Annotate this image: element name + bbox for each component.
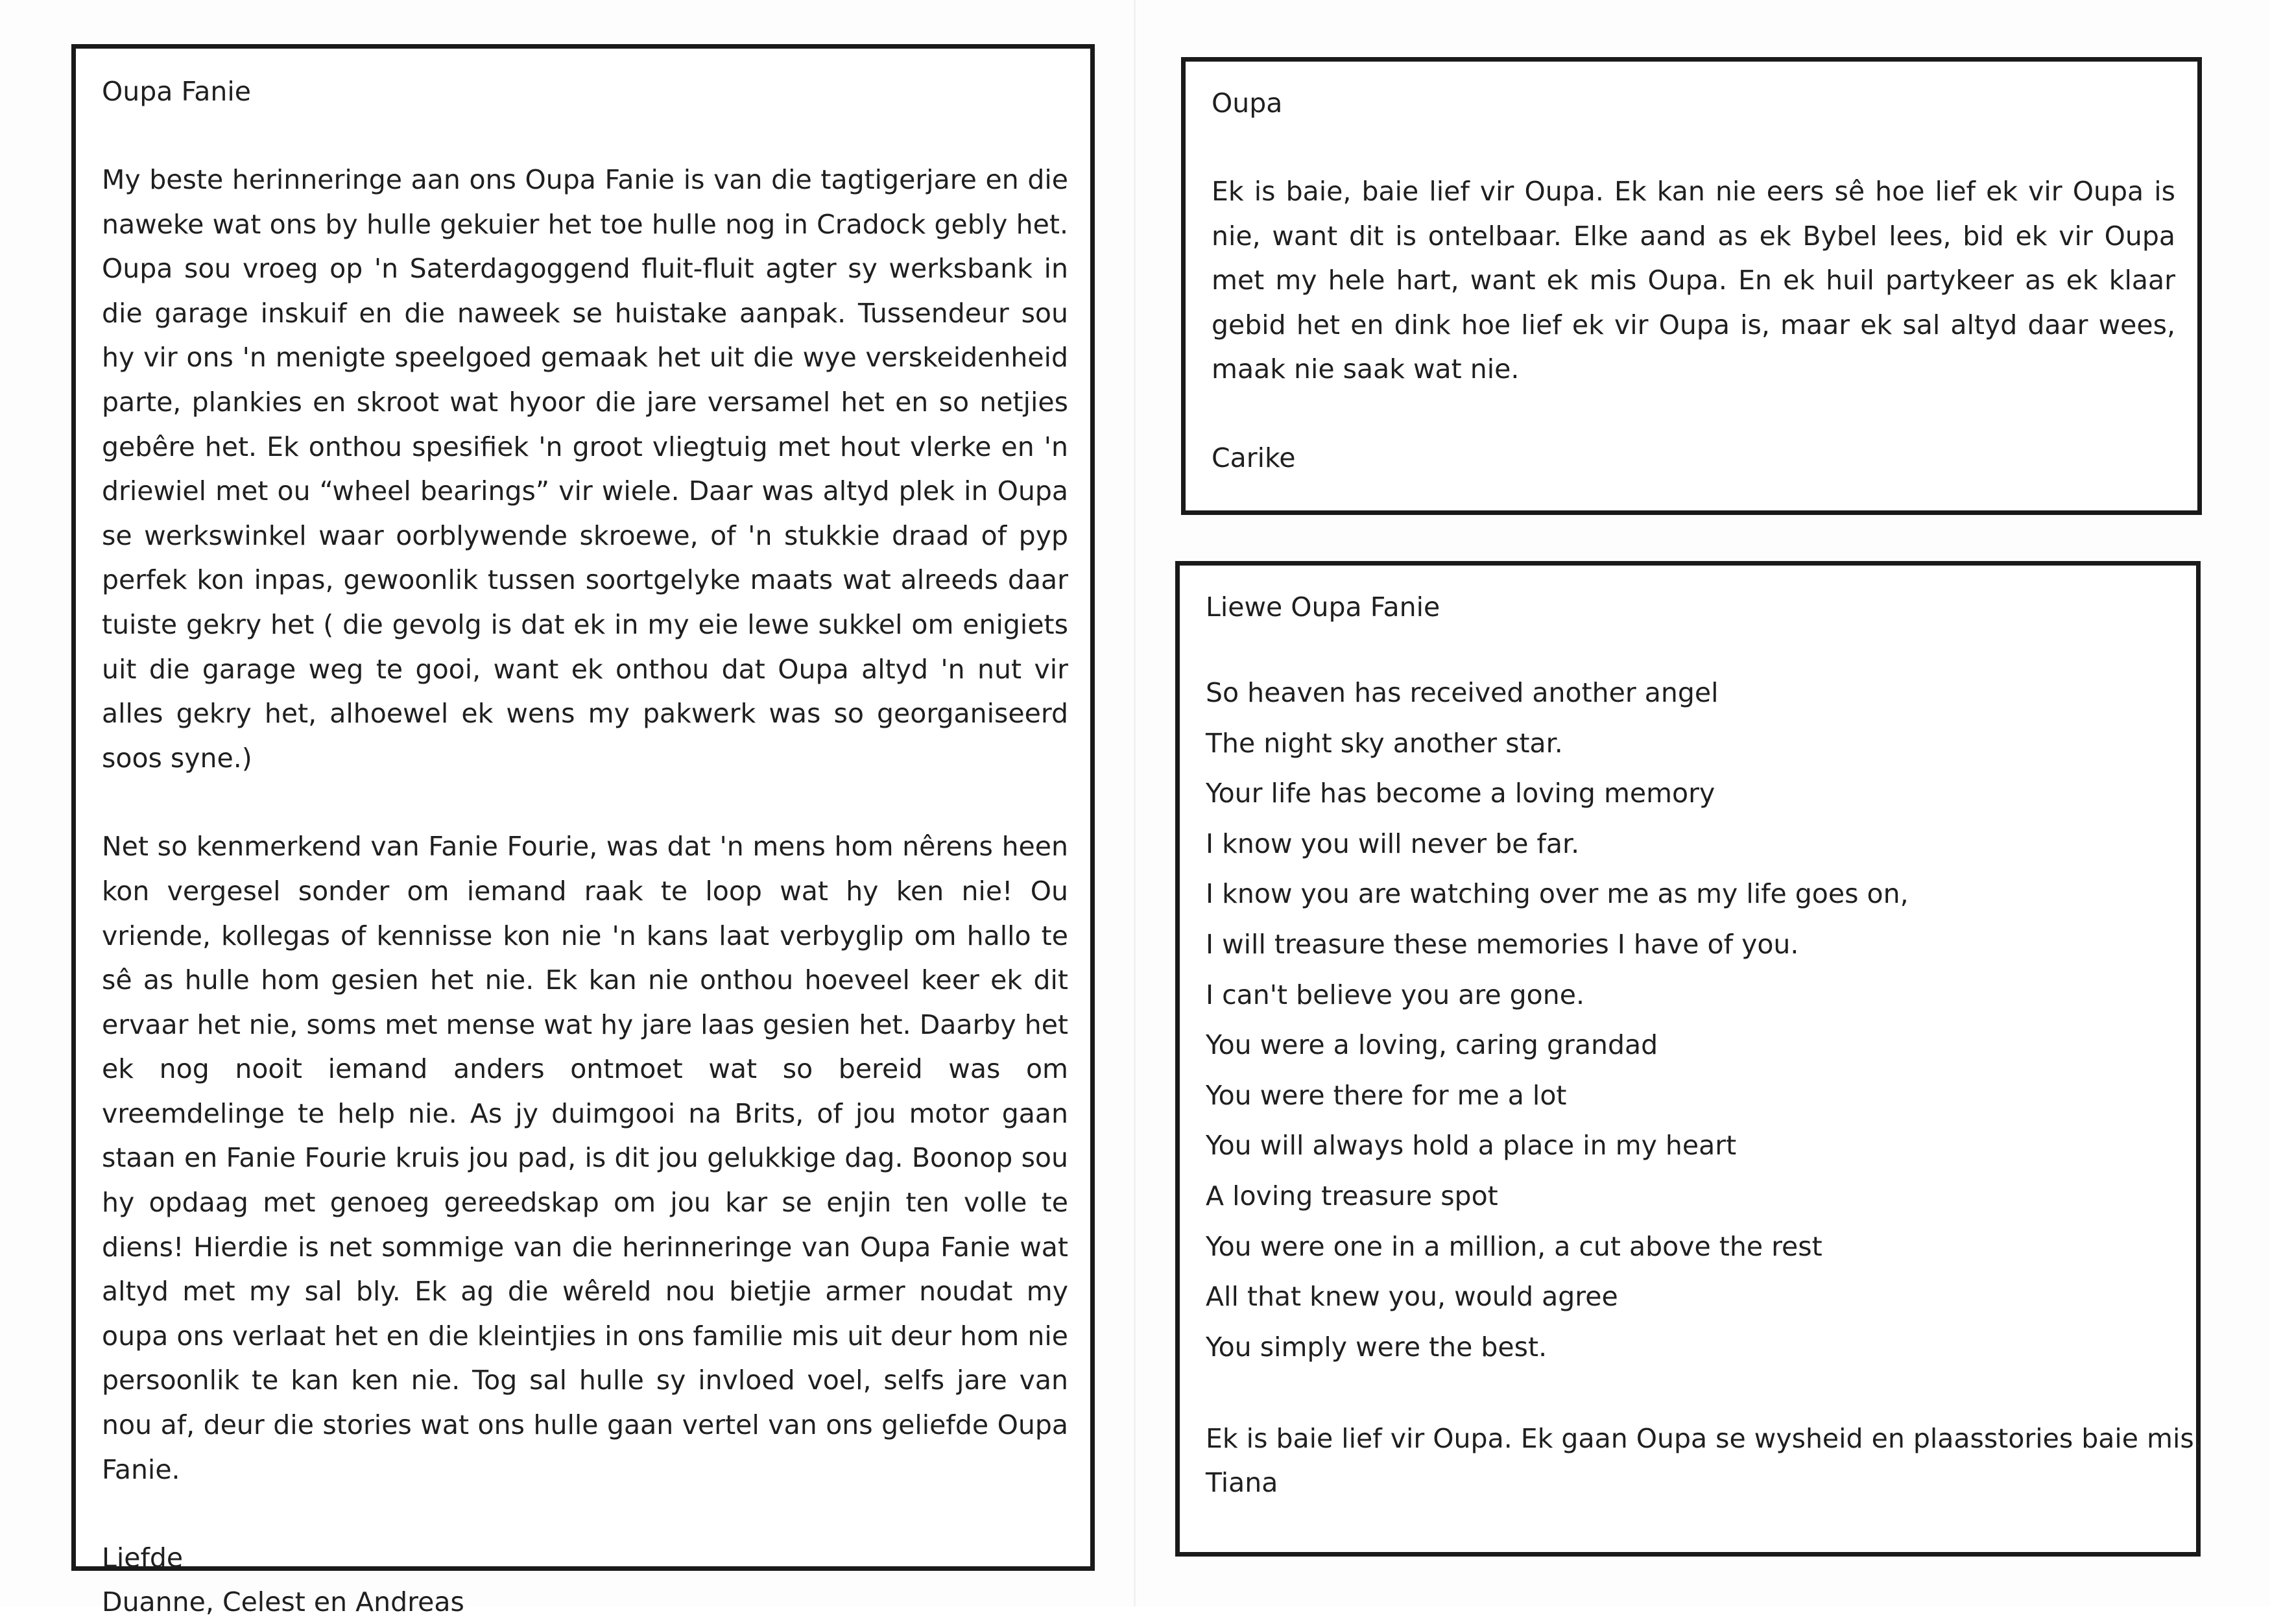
letter-paragraph: Ek is baie, baie lief vir Oupa. Ek kan nie eers sê hoe lief ek vir Oupa is nie, want dit is ontelbaar. Elke aand as ek Bybel lees, bid ek vir Oupa met my hele hart, want ek mis Oupa. En ek huil partykeer as ek klaar gebid het en dink hoe lief ek vir Oupa is, maar ek sal altyd daar wees, maak nie saak wat nie. [1212,176,2175,385]
letter-closing-line: Ek is baie lief vir Oupa. Ek gaan Oupa se wysheid en plaasstories baie mis. [1206,1423,2203,1455]
poem-line: Your life has become a loving memory [1206,778,1715,809]
poem-line: A loving treasure spot [1206,1180,1498,1212]
poem-line: You were there for me a lot [1206,1079,1567,1111]
poem-line: The night sky another star. [1206,727,1563,759]
poem-line: You were one in a million, a cut above the rest [1206,1230,1822,1262]
page-fold [1134,0,1136,1606]
letter-box-oupa-fanie [71,44,1095,1618]
poem-line: You were a loving, caring grandad [1206,1029,1658,1061]
letter-signature: Duanne, Celest en Andreas [102,1586,464,1618]
letter-box-oupa [1181,57,2202,515]
letter-paragraph-1: My beste herinneringe aan ons Oupa Fanie is van die tagtigerjare en die naweke wat ons by hulle gekuier het toe hulle nog in Cradock gebly het. Oupa sou vroeg op 'n Saterdagoggend fluit-fluit agter sy werksbank in die garage inskuif en die naweek se huistake aanpak. Tussendeur sou hy vir ons 'n menigte speelgoed gemaak het uit die wye verskeidenheid parte, plankies en skroot wat hyoor die jare versamel het en so netjies gebêre het. Ek onthou spesifiek 'n groot vliegtuig met hout vlerke en 'n driewiel met ou “wheel bearings” vir wiele. Daar was altyd plek in Oupa se werkswinkel waar oorblywende skroewe, of 'n stukkie draad of pyp perfek kon inpas, gewoonlik tussen soortgelyke maats wat alreeds daar tuiste gekry het ( die gevolg is dat ek in my eie lewe sukkel om enigiets uit die garage weg te gooi, want ek onthou dat Oupa altyd 'n nut vir alles gekry het, alhoewel ek wens my pakwerk was so georganiseerd soos syne.) [102,164,1068,774]
letter-signature: Tiana [1206,1467,1278,1499]
poem-line: You will always hold a place in my heart [1206,1130,1737,1162]
poem-line: You simply were the best. [1206,1331,1547,1363]
poem [1206,668,2174,1372]
poem-line: All that knew you, would agree [1206,1281,1618,1313]
letter-salutation: Oupa [1212,88,1283,119]
poem-line: I know you are watching over me as my life goes on, [1206,878,1909,910]
poem-line: I will treasure these memories I have of you. [1206,928,1799,960]
letter-box-liewe-oupa-fanie [1175,561,2201,1557]
poem-line: So heaven has received another angel [1206,677,1719,708]
poem-line: I can't believe you are gone. [1206,979,1584,1010]
letter-closing: Liefde [102,1542,184,1574]
letter-signature: Carike [1212,442,1296,473]
letter-paragraph-2: Net so kenmerkend van Fanie Fourie, was dat 'n mens hom nêrens heen kon vergesel sonder om iemand raak te loop wat hy ken nie! Ou vriende, kollegas of kennisse kon nie 'n kans laat verbyglip om hallo te sê as hulle hom gesien het nie. Ek kan nie onthou hoeveel keer ek dit ervaar het nie, soms met mense wat hy jare laas gesien het. Daarby het ek nog nooit iemand anders ontmoet wat so bereid was om vreemdelinge te help nie. As jy duimgooi na Brits, of jou motor gaan staan en Fanie Fourie kruis jou pad, is dit jou gelukkige dag. Boonop sou hy opdaag met genoeg gereedskap om jou kar se enjin ten volle te diens! Hierdie is net sommige van die herinneringe van Oupa Fanie wat altyd met my sal bly. Ek ag die wêreld nou bietjie armer noudat my oupa ons verlaat het en die kleintjies in ons familie mis uit deur hom nie persoonlik te kan ken nie. Tog sal hulle sy invloed voel, selfs jare van nou af, deur die stories wat ons hulle gaan vertel van ons geliefde Oupa Fanie. [102,831,1068,1485]
letter-salutation: Liewe Oupa Fanie [1206,591,1440,623]
poem-line: I know you will never be far. [1206,828,1580,859]
letter-salutation: Oupa Fanie [102,76,251,107]
